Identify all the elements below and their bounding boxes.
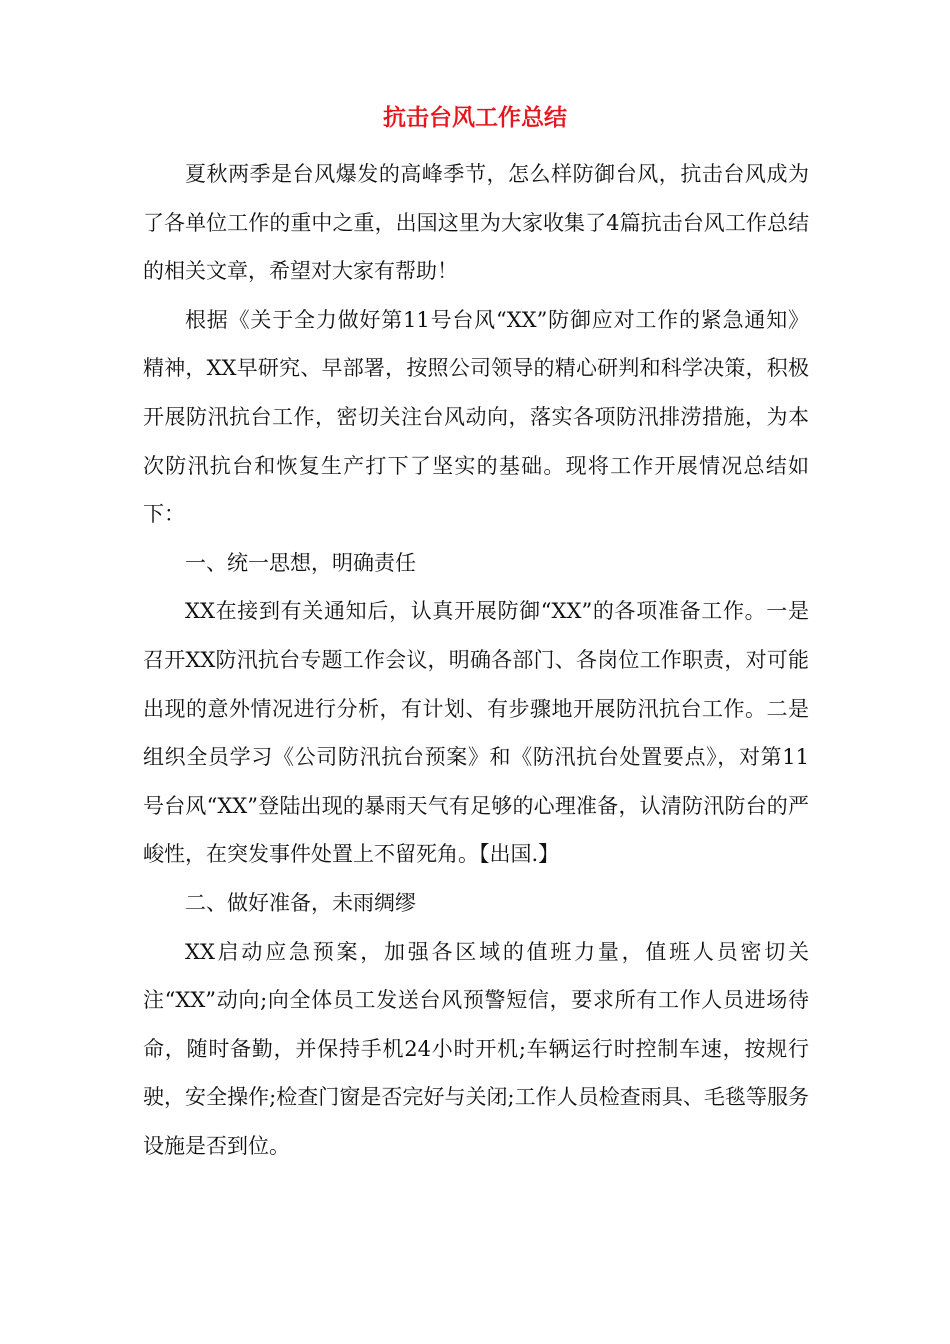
section-2-paragraph: XX启动应急预案，加强各区域的值班力量，值班人员密切关注“XX”动向;向全体员工发送台风预警短信，要求所有工作人员进场待命，随时备勤，并保持手机24小时开机;车辆运行时控制车速，按规行驶，安全操作;检查门窗是否完好与关闭;工作人员检查雨具、毛毯等服务设施是否到位。 [143,939,809,1158]
section-1-paragraph: XX在接到有关通知后，认真开展防御“XX”的各项准备工作。一是召开XX防汛抗台专题工作会议，明确各部门、各岗位工作职责，对可能出现的意外情况进行分析，有计划、有步骤地开展防汛抗台工作。二是组织全员学习《公司防汛抗台预案》和《防汛抗台处置要点》，对第11号台风“XX”登陆出现的暴雨天气有足够的心理准备，认清防汛防台的严峻性，在突发事件处置上不留死角。【出国.】 [143,599,809,867]
intro-paragraph: 夏秋两季是台风爆发的高峰季节，怎么样防御台风，抗击台风成为了各单位工作的重中之重，出国这里为大家收集了4篇抗击台风工作总结的相关文章，希望对大家有帮助！ [143,162,809,284]
background-paragraph: 根据《关于全力做好第11号台风“XX”防御应对工作的紧急通知》精神，XX早研究、早部署，按照公司领导的精心研判和科学决策，积极开展防汛抗台工作，密切关注台风动向，落实各项防汛排涝措施，为本次防汛抗台和恢复生产打下了坚实的基础。现将工作开展情况总结如下： [143,307,809,527]
document-body [143,150,809,1170]
section-heading-1: 一、统一思想，明确责任 [185,550,416,575]
document-title: 抗击台风工作总结 [383,105,567,131]
section-heading-2: 二、做好准备，未雨绸缪 [185,890,416,915]
